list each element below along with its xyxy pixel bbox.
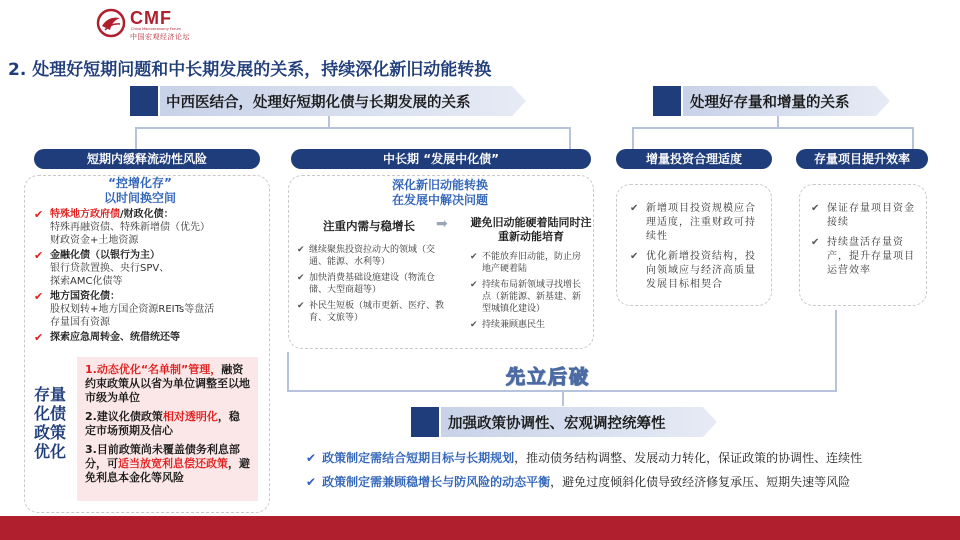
check-icon: ✔ [811,237,821,248]
banner-right-marker [653,86,681,116]
pill-incremental: 增量投资合理适度 [616,149,772,169]
item-detail: 探索AMC化债等 [50,276,123,287]
item-head-tail: /财政化债： [120,209,174,220]
arrow-right-icon: ➡ [436,216,448,232]
connector [569,127,571,149]
mid-right-list [470,251,588,335]
item-lead: 政策制定需兼顾稳增长与防风险的动态平衡 [322,475,551,489]
check-icon: ✔ [470,280,478,290]
item-text: 不能放弃旧动能，防止房地产硬着陆 [482,252,582,274]
connector [632,127,914,129]
side-label-line: 优化 [33,442,66,461]
xianlihoupo-label: 先立后破 [506,366,591,388]
item-lead: 政策制定需结合短期目标与长期规划 [322,451,515,465]
connector [912,127,914,149]
check-icon: ✔ [811,203,821,214]
banner-right-text: 处理好存量和增量的关系 [690,95,850,111]
policy-optimization-box [77,357,258,501]
connector [632,127,634,149]
mid-panel-title-1: 深化新旧动能转换 [391,178,488,192]
list-item [811,236,917,278]
pill-short-term: 短期内缓释流动性风险 [34,149,260,169]
item-head: 探索应急周转金、统借统还等 [50,332,180,343]
banner-bottom-text: 加强政策协调性、宏观调控统筹性 [448,416,666,432]
point-body: ，稳定市场预期及信心 [85,410,240,437]
mid-left-heading: 注重内需与稳增长 [323,219,415,233]
incremental-list [630,202,762,298]
check-icon: ✔ [34,331,44,344]
check-icon: ✔ [306,451,317,465]
pill-stock: 存量项目提升效率 [796,149,928,169]
check-icon: ✔ [297,245,305,255]
point-lead: 1.动态优化“名单制”管理， [85,363,222,376]
item-body: ，推动债务结构调整、发展动力转化，保证政策的协调性、连续性 [514,451,863,465]
list-item [34,290,259,303]
bottom-item-1 [306,450,862,466]
item-text: 持续布局新领域寻找增长点（新能源、新基建、新型城镇化建设） [482,280,582,314]
side-label-line: 政策 [33,423,66,442]
list-item [297,244,447,268]
mid-panel-title-2: 在发展中解决问题 [391,193,488,207]
mid-right-heading: 避免旧动能硬着陆同时注重新动能培育 [470,216,592,243]
point-highlight: 适当放宽利息偿还政策 [118,457,228,470]
connector [135,127,137,149]
connector [835,310,837,392]
item-detail: 存量国有资源 [50,317,110,328]
check-icon: ✔ [297,273,305,283]
check-icon: ✔ [630,251,640,262]
item-text: 持续盘活存量资产，提升存量项目运营效率 [827,237,915,276]
page-title: 2. 处理好短期问题和中长期发展的关系，持续深化新旧动能转换 [8,60,492,80]
left-panel-title-1: “控增化存” [108,176,172,190]
check-icon: ✔ [470,252,478,262]
policy-point-2 [85,410,250,438]
item-detail: 股权划转+地方国企资源REITs等盘活 [50,304,215,315]
check-icon: ✔ [306,475,317,489]
mid-left-list [297,244,447,328]
connector [287,352,289,392]
item-text: 继续聚焦投资拉动大的领域（交通、能源、水利等） [309,245,436,267]
banner-left-text: 中西医结合，处理好短期化债与长期发展的关系 [166,95,471,111]
item-text: 优化新增投资结构，投向领域应与经济高质量发展目标相契合 [646,251,756,290]
item-head: 特殊地方政府债 [50,209,120,220]
left-panel-list [34,208,259,344]
item-body: ，避免过度倾斜化债导致经济修复承压、短期失速等风险 [550,475,851,489]
list-item [297,300,447,324]
item-detail: 银行贷款置换、央行SPV、 [50,263,170,274]
check-icon: ✔ [34,208,44,221]
policy-point-1 [85,363,250,405]
check-icon: ✔ [34,249,44,262]
check-icon: ✔ [470,320,478,330]
cmf-emblem-icon [96,8,126,38]
logo-main-text: CMF [130,8,172,28]
pill-mid-long-term: 中长期 “发展中化债” [291,149,591,169]
item-detail: 特殊再融资债、特殊新增债（优先） [50,222,210,233]
logo-sub-text: China Macroeconomy Forum [131,27,181,31]
check-icon: ✔ [297,301,305,311]
connector [135,127,570,129]
list-item [297,272,447,296]
stock-list [811,202,917,284]
item-text: 补民生短板（城市更新、医疗、教育、文旅等） [309,301,445,323]
item-text: 新增项目投资规模应合理适度，注重财政可持续性 [646,203,756,242]
logo-cn-text: 中国宏观经济论坛 [130,33,190,41]
left-panel-title-2: 以时间换空间 [103,191,176,205]
banner-left-marker [130,86,158,116]
item-text: 保证存量项目资金接续 [827,203,915,228]
item-head: 金融化债（以银行为主） [50,250,160,261]
check-icon: ✔ [630,203,640,214]
point-lead: 3.目前政策尚未覆盖债务利息部分，可 [85,443,240,470]
point-lead: 2.建议化债政策 [85,410,163,423]
policy-point-3 [85,443,250,485]
item-text: 加快消费基础设施建设（物流仓储、大型商超等） [309,273,436,295]
list-item [34,331,259,344]
bottom-item-2 [306,474,850,490]
footer-bar [0,516,960,540]
list-item [630,202,762,244]
cmf-logo [96,8,236,42]
point-highlight: 相对透明化 [162,410,218,423]
connector [562,390,564,406]
banner-bottom-marker [411,407,439,437]
side-label-line: 化债 [33,404,66,423]
point-body: 融资约束政策从以省为单位调整至以地市级为单位 [85,363,250,404]
list-item [470,251,588,275]
list-item [34,208,259,221]
check-icon: ✔ [34,290,44,303]
list-item [630,250,762,292]
point-body: ，避免利息本金化等风险 [85,457,250,484]
item-detail: 财政资金+土地资源 [50,235,139,246]
side-label-line: 存量 [33,385,66,404]
item-head: 地方国资化债： [50,291,120,302]
item-text: 持续兼顾惠民生 [482,320,546,330]
list-item [470,279,588,315]
list-item [34,249,259,262]
stock-debt-policy-label [30,385,70,461]
list-item [470,319,588,331]
list-item [811,202,917,230]
